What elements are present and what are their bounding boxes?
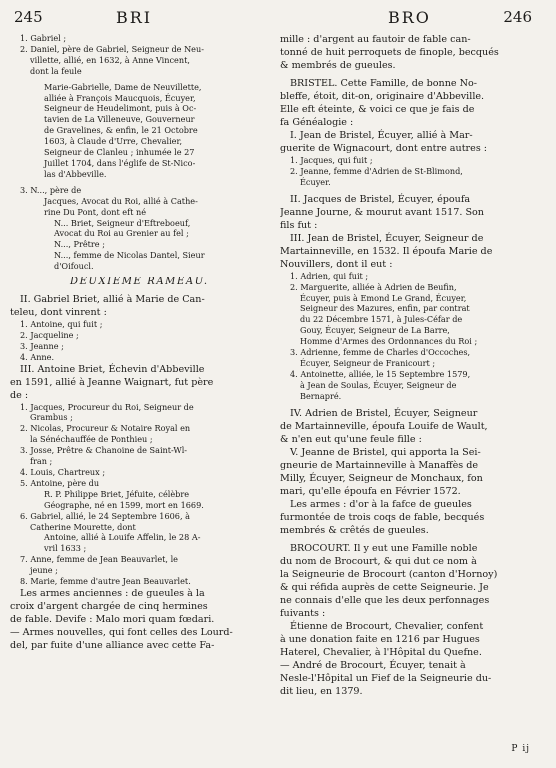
text-line: Bernapré.	[300, 390, 342, 401]
text-line: 2. Jacqueline ;	[20, 329, 79, 340]
text-line: 2. Marguerite, alliée à Adrien de Beufin,	[290, 281, 457, 292]
text-line: I. Jean de Bristel, Écuyer, allié à Mar-	[290, 130, 473, 141]
text-line: Milly, Écuyer, Seigneur de Monchaux, fon	[280, 472, 483, 484]
text-line: del, par fuite d'une alliance avec cette Fa-	[10, 639, 215, 651]
text-line: 4. Anne.	[20, 351, 55, 362]
text-line: à une donation faite en 1216 par Hugues	[280, 633, 480, 645]
text-line: Écuyer.	[300, 176, 331, 187]
text-line: Seigneur de Heudelimont, puis à Oc-	[44, 103, 197, 114]
text-line: guerite de Wignacourt, dont entre autres :	[280, 143, 488, 154]
text-line: & qui réfida auprès de cette Seigneurie. Je	[280, 581, 489, 593]
text-line: 7. Anne, femme de Jean Beauvarlet, le	[20, 554, 178, 565]
text-line: Écuyer, Seigneur de Franicourt ;	[300, 357, 436, 368]
text-line: mari, qu'elle époufa en Février 1572.	[280, 485, 461, 497]
text-line: Jeanne Journe, & mourut avant 1517. Son	[280, 206, 484, 218]
text-line: 1. Gabriel ;	[20, 33, 67, 43]
text-line: las d'Abbeville.	[44, 168, 107, 179]
text-line: bleffe, étoit, dit-on, originaire d'Abbeville.	[280, 91, 485, 102]
text-line: 8. Marie, femme d'autre Jean Beauvarlet.	[20, 576, 191, 587]
text-line: — Armes nouvelles, qui font celles des Lourd-	[10, 626, 233, 638]
text-line: de fable. Devife : Malo mori quam fœdari.	[10, 613, 215, 625]
text-line: à Jean de Soulas, Écuyer, Seigneur de	[300, 379, 457, 390]
text-line: 1. Antoine, qui fuit ;	[20, 318, 103, 329]
text-line: 2. Jeanne, femme d'Adrien de St-Blimond,	[290, 165, 463, 176]
text-line: Étienne de Brocourt, Chevalier, confent	[290, 620, 484, 632]
text-line: Nesle-l'Hôpital un Fief de la Seigneurie du-	[280, 672, 492, 684]
text-line: Homme d'Armes des Ordonnances du Roi ;	[300, 336, 478, 347]
text-line: IV. Adrien de Bristel, Écuyer, Seigneur	[290, 407, 478, 419]
text-line: 1603, à Claude d'Urre, Chevalier,	[44, 136, 183, 147]
text-line: vril 1633 ;	[44, 543, 87, 554]
text-line: BRISTEL. Cette Famille, de bonne No-	[290, 78, 478, 89]
text-line: Juillet 1704, dans l'églife de St-Nico-	[44, 157, 196, 168]
text-line: teleu, dont vinrent :	[10, 306, 107, 318]
text-line: 3. Josse, Prêtre & Chanoine de Saint-Wl-	[20, 445, 188, 456]
text-line: 1. Adrien, qui fuit ;	[290, 270, 369, 281]
text-line: dont la feule	[30, 65, 82, 76]
text-line: N... Briet, Seigneur d'Eftreboeuf,	[54, 217, 191, 228]
text-line: fran ;	[30, 456, 53, 467]
text-line: Elle eft éteinte, & voici ce que je fais de	[280, 104, 475, 115]
text-line: 1. Jacques, qui fuit ;	[290, 155, 373, 165]
text-line: du nom de Brocourt, & qui dut ce nom à	[280, 555, 477, 567]
text-line: Catherine Mourette, dont	[30, 521, 136, 532]
text-line: & n'en eut qu'une feule fille :	[280, 433, 422, 445]
text-line: Martainneville, en 1532. Il époufa Marie de	[280, 245, 493, 257]
text-line: croix d'argent chargée de cinq hermines	[10, 600, 208, 612]
text-line: de Martainneville, époufa Louife de Wault,	[280, 420, 488, 432]
text-line: Nouvillers, dont il eut :	[280, 258, 393, 270]
text-line: rine Du Pont, dont eft né	[44, 206, 147, 217]
text-line: Seigneur de Clanleu ; inhumée le 27	[44, 147, 195, 158]
left-running-head: BRI	[116, 8, 153, 27]
text-line: gneurie de Martainneville à Manaffès de	[280, 459, 479, 471]
text-line: 2. Daniel, père de Gabriel, Seigneur de Neu-	[20, 43, 204, 54]
text-line: Les armes anciennes : de gueules à la	[20, 587, 205, 599]
text-line: — André de Brocourt, Écuyer, tenait à	[280, 659, 466, 671]
signature-mark: P ij	[511, 744, 530, 754]
text-line: Haterel, Chevalier, à l'Hôpital du Quefne.	[280, 646, 482, 658]
text-line: 5. Antoine, père du	[20, 477, 100, 488]
text-line: du 22 Décembre 1571, à Jules-Céfar de	[300, 314, 463, 325]
text-line: Avocat du Roi au Grenier au fel ;	[54, 228, 189, 239]
text-line: 2. Nicolas, Procureur & Notaire Royal en	[20, 423, 191, 434]
text-line: 4. Antoinette, alliée, le 15 Septembre 1579,	[290, 368, 471, 379]
text-line: dit lieu, en 1379.	[280, 685, 363, 697]
text-line: Marie-Gabrielle, Dame de Neuvillette,	[44, 81, 202, 92]
text-line: tonné de huit perroquets de finople, becqués	[280, 47, 499, 58]
text-line: BROCOURT. Il y eut une Famille noble	[290, 542, 478, 554]
text-line: Grambus ;	[30, 412, 73, 423]
text-line: de :	[10, 389, 29, 401]
text-line: la Sénéchauffée de Ponthieu ;	[30, 434, 153, 445]
text-line: fils fut :	[280, 219, 318, 231]
page-header	[0, 8, 556, 32]
text-line: d'Oifoucl.	[54, 261, 94, 272]
text-line: 4. Louis, Chartreux ;	[20, 467, 106, 477]
text-line: Géographe, né en 1599, mort en 1669.	[44, 499, 204, 510]
text-line: III. Antoine Briet, Échevin d'Abbeville	[20, 363, 205, 375]
text-line: N..., femme de Nicolas Dantel, Sieur	[54, 250, 205, 261]
text-line: la Seigneurie de Brocourt (canton d'Hornoy)	[280, 568, 498, 580]
left-page-number: 245	[14, 8, 43, 26]
text-line: furmontée de trois coqs de fable, becqués	[280, 511, 485, 523]
text-line: Jacques, Avocat du Roi, allié à Cathe-	[44, 195, 198, 206]
text-line: villette, allié, en 1632, à Anne Vincent,	[30, 54, 190, 65]
text-line: fuivants :	[280, 607, 326, 619]
text-line: II. Jacques de Bristel, Écuyer, époufa	[290, 193, 471, 205]
text-line: V. Jeanne de Bristel, qui apporta la Sei-	[290, 446, 481, 458]
text-line: 1. Jacques, Procureur du Roi, Seigneur de	[20, 401, 194, 412]
text-line: & membrés de gueules.	[280, 60, 396, 71]
right-text-column	[280, 33, 550, 698]
text-line: tavien de La Villeneuve, Gouverneur	[44, 114, 195, 125]
text-line: Gouy, Écuyer, Seigneur de La Barre,	[300, 325, 450, 336]
text-line: III. Jean de Bristel, Écuyer, Seigneur de	[290, 232, 484, 244]
left-text-column	[10, 33, 272, 652]
text-line: en 1591, allié à Jeanne Waignart, fut père	[10, 376, 214, 388]
text-line: alliée à François Maucquois, Écuyer,	[44, 92, 196, 103]
text-line: jeune ;	[30, 565, 58, 576]
text-line: N..., Prêtre ;	[54, 239, 105, 250]
text-line: 3. Adrienne, femme de Charles d'Occoches,	[290, 347, 471, 358]
text-line: R. P. Philippe Briet, Jéfuite, célèbre	[44, 488, 190, 499]
text-line: membrés & crêtés de gueules.	[280, 524, 429, 536]
text-line: Seigneur des Mazures, enfin, par contrat	[300, 303, 470, 314]
text-line: II. Gabriel Briet, allié à Marie de Can-	[20, 293, 205, 305]
text-line: DEUXIEME RAMEAU.	[70, 277, 209, 288]
text-line: fa Généalogie :	[280, 117, 354, 128]
text-line: 3. Jeanne ;	[20, 340, 64, 351]
right-running-head: BRO	[388, 8, 431, 27]
text-line: de Gravelines, & enfin, le 21 Octobre	[44, 125, 198, 136]
text-line: mille : d'argent au fautoir de fable can-	[280, 34, 471, 45]
text-line: 3. N..., père de	[20, 184, 82, 195]
text-line: Les armes : d'or à la fafce de gueules	[290, 498, 472, 510]
text-line: Écuyer, puis à Emond Le Grand, Écuyer,	[300, 292, 467, 303]
right-page-number: 246	[503, 8, 532, 26]
text-line: Antoine, allié à Louife Affelin, le 28 A-	[44, 532, 201, 543]
text-line: 6. Gabriel, allié, le 24 Septembre 1606, à	[20, 510, 190, 521]
text-line: ne connais d'elle que les deux perfonnages	[280, 594, 490, 606]
